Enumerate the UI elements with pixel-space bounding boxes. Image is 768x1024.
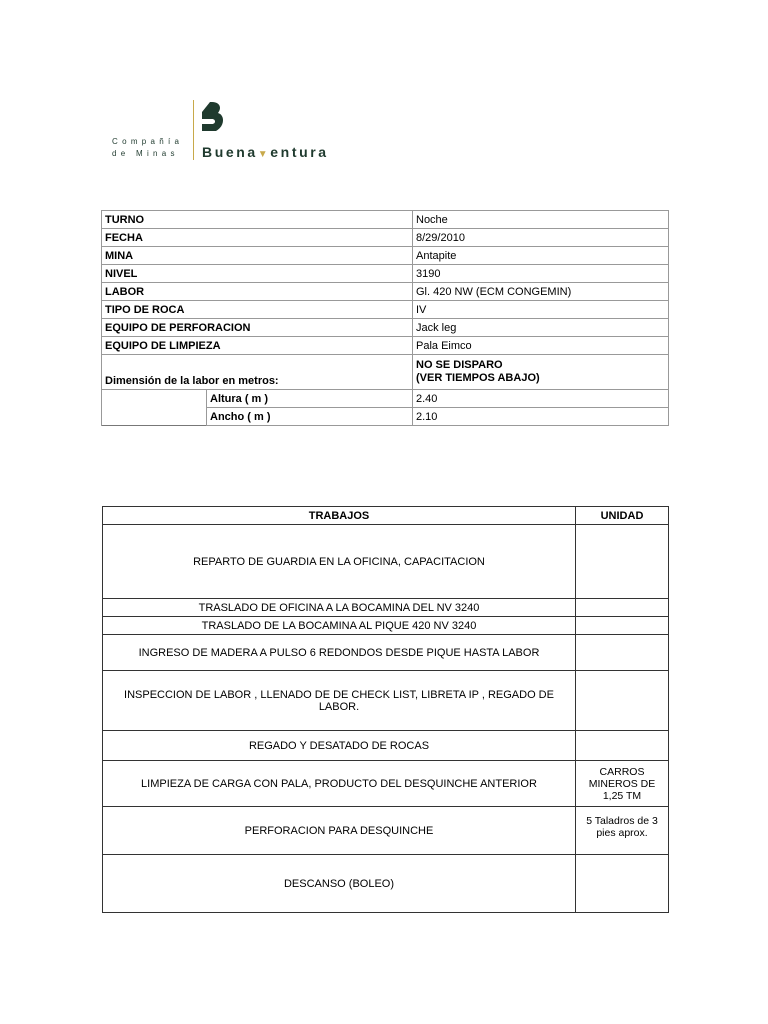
brand-name: Buena▼entura <box>202 144 329 160</box>
work-row: DESCANSO (BOLEO) <box>103 855 669 913</box>
work-row: REPARTO DE GUARDIA EN LA OFICINA, CAPACITACION <box>103 525 669 599</box>
info-row: EQUIPO DE PERFORACION Jack leg <box>102 319 669 337</box>
work-header-row <box>103 507 669 525</box>
triangle-v-icon: ▼ <box>257 149 271 160</box>
work-row: INSPECCION DE LABOR , LLENADO DE DE CHECK LIST, LIBRETA IP , REGADO DE LABOR. <box>103 671 669 731</box>
info-row: EQUIPO DE LIMPIEZA Pala Eimco <box>102 337 669 355</box>
work-row: TRASLADO DE LA BOCAMINA AL PIQUE 420 NV 3240 <box>103 617 669 635</box>
info-row: TIPO DE ROCA IV <box>102 301 669 319</box>
dimension-row: Dimensión de la labor en metros: NO SE DISPARO (VER TIEMPOS ABAJO) <box>102 355 669 390</box>
unidad-header: UNIDAD <box>576 507 669 525</box>
trabajos-header: TRABAJOS <box>103 507 576 525</box>
dimension-status: NO SE DISPARO (VER TIEMPOS ABAJO) <box>413 355 669 390</box>
work-row: PERFORACION PARA DESQUINCHE 5 Taladros de 3 pies aprox. <box>103 807 669 855</box>
work-row: TRASLADO DE OFICINA A LA BOCAMINA DEL NV 3240 <box>103 599 669 617</box>
info-row: MINA Antapite <box>102 247 669 265</box>
company-logo <box>112 98 382 162</box>
work-activities-table <box>102 506 669 913</box>
info-row: NIVEL 3190 <box>102 265 669 283</box>
work-row: REGADO Y DESATADO DE ROCAS <box>103 731 669 761</box>
ancho-row: Ancho ( m ) 2.10 <box>102 408 669 426</box>
logo-divider <box>193 100 194 160</box>
b-logo-mark <box>200 100 228 134</box>
info-row: TURNO Noche <box>102 211 669 229</box>
altura-row: Altura ( m ) 2.40 <box>102 390 669 408</box>
company-name: Compañía de Minas <box>112 137 184 158</box>
work-row: INGRESO DE MADERA A PULSO 6 REDONDOS DESDE PIQUE HASTA LABOR <box>103 635 669 671</box>
labor-info-table <box>101 210 669 426</box>
info-row: FECHA 8/29/2010 <box>102 229 669 247</box>
work-row: LIMPIEZA DE CARGA CON PALA, PRODUCTO DEL DESQUINCHE ANTERIOR CARROS MINEROS DE 1,25 TM <box>103 761 669 807</box>
info-row: LABOR Gl. 420 NW (ECM CONGEMIN) <box>102 283 669 301</box>
